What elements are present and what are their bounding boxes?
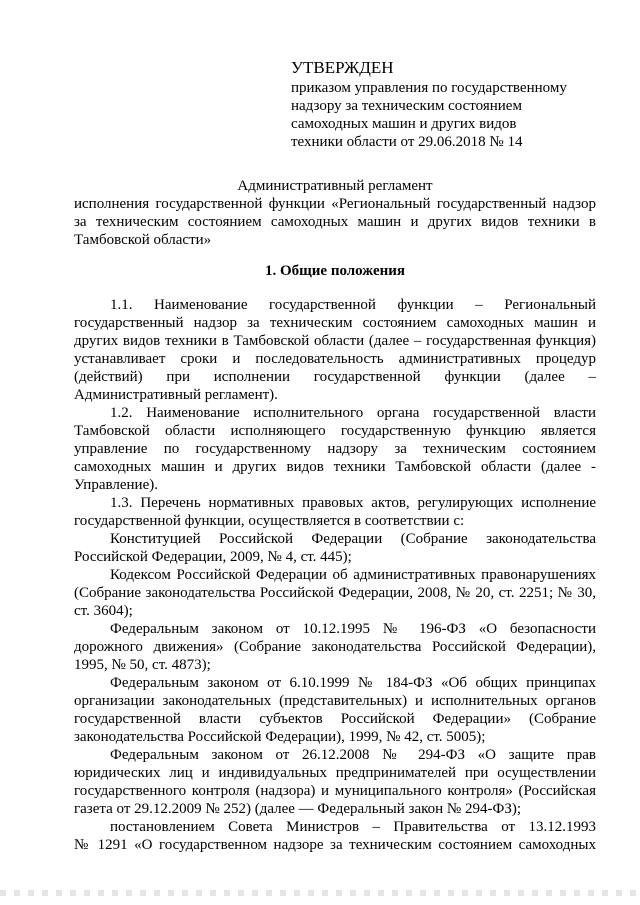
text-line: Конституцией Российской Федерации (Собрание законодательства	[110, 531, 596, 547]
regulation-subtitle-line: Тамбовской области»	[74, 232, 212, 248]
regulation-title: Административный регламент	[237, 178, 433, 194]
text-line: устанавливает сроки и последовательность административных процедур	[74, 351, 596, 367]
approval-line: техники области от 29.06.2018 № 14	[291, 134, 523, 150]
text-line: дорожного движения» (Собрание законодательства Российской Федерации),	[74, 639, 596, 655]
regulation-title-block	[74, 177, 596, 249]
text-line: № 1291 «О государственном надзоре за техническим состоянием самоходных	[74, 837, 596, 853]
text-line: 1.2. Наименование исполнительного органа государственной власти	[110, 405, 596, 421]
text-line: Кодексом Российской Федерации об административных правонарушениях	[110, 567, 596, 583]
text-line: Административный регламент).	[74, 387, 278, 403]
text-line: государственной власти субъектов Российской Федерации» (Собрание	[74, 711, 596, 727]
approval-line: самоходных машин и других видов	[291, 116, 517, 132]
regulation-subtitle-line: за техническим состоянием самоходных машин и других видов техники в	[74, 214, 596, 230]
text-line: государственной функции, осуществляется в соответствии с:	[74, 513, 465, 529]
approval-line: надзору за техническим состоянием	[291, 98, 522, 114]
approval-heading: УТВЕРЖДЕН	[291, 58, 394, 77]
text-line: организации законодательных (представительных) и исполнительных органов	[74, 693, 596, 709]
text-line: Федеральным законом от 26.12.2008 № 294-ФЗ «О защите прав	[110, 747, 596, 763]
text-line: (Собрание законодательства Российской Федерации, 2008, № 20, ст. 2251; № 30,	[74, 585, 596, 601]
document-body	[74, 296, 596, 854]
section-title: 1. Общие положения	[264, 263, 406, 279]
text-line: Управление).	[74, 477, 158, 493]
text-line: государственный надзор за техническим состоянием самоходных машин и	[74, 315, 596, 331]
text-line: 1.1. Наименование государственной функции – Региональный	[110, 297, 596, 313]
text-line: государственного контроля (надзора) и муниципального контроля» (Российская	[74, 783, 596, 799]
text-line: Федеральным законом от 6.10.1999 № 184-ФЗ «Об общих принципах	[110, 675, 596, 691]
text-line: Тамбовской области исполняющего государственную функцию является	[74, 423, 596, 439]
text-line: законодательства Российской Федерации), 1999, № 42, ст. 5005);	[74, 729, 486, 745]
text-line: самоходных машин и других видов техники Тамбовской области (далее -	[74, 459, 596, 475]
approval-block	[291, 58, 611, 151]
text-line: Федеральным законом от 10.12.1995 № 196-ФЗ «О безопасности	[110, 621, 596, 637]
scan-artifact	[0, 890, 640, 896]
text-line: других видов техники в Тамбовской области (далее – государственная функция)	[74, 333, 596, 349]
text-line: (действий) при исполнении государственной функции (далее –	[74, 369, 596, 385]
text-line: Российской Федерации, 2009, № 4, ст. 445);	[74, 549, 352, 565]
text-line: управление по государственному надзору за техническим состоянием	[74, 441, 596, 457]
text-line: 1.3. Перечень нормативных правовых актов, регулирующих исполнение	[110, 495, 596, 511]
text-line: постановлением Совета Министров – Правительства от 13.12.1993	[110, 819, 596, 835]
regulation-subtitle-line: исполнения государственной функции «Региональный государственный надзор	[74, 196, 596, 212]
approval-line: приказом управления по государственному	[291, 80, 567, 96]
text-line: газета от 29.12.2009 № 252) (далее — Федеральный закон № 294-ФЗ);	[74, 801, 521, 817]
text-line: 1995, № 50, ст. 4873);	[74, 657, 211, 673]
text-line: ст. 3604);	[74, 603, 133, 619]
text-line: юридических лиц и индивидуальных предпринимателей при осуществлении	[74, 765, 596, 781]
